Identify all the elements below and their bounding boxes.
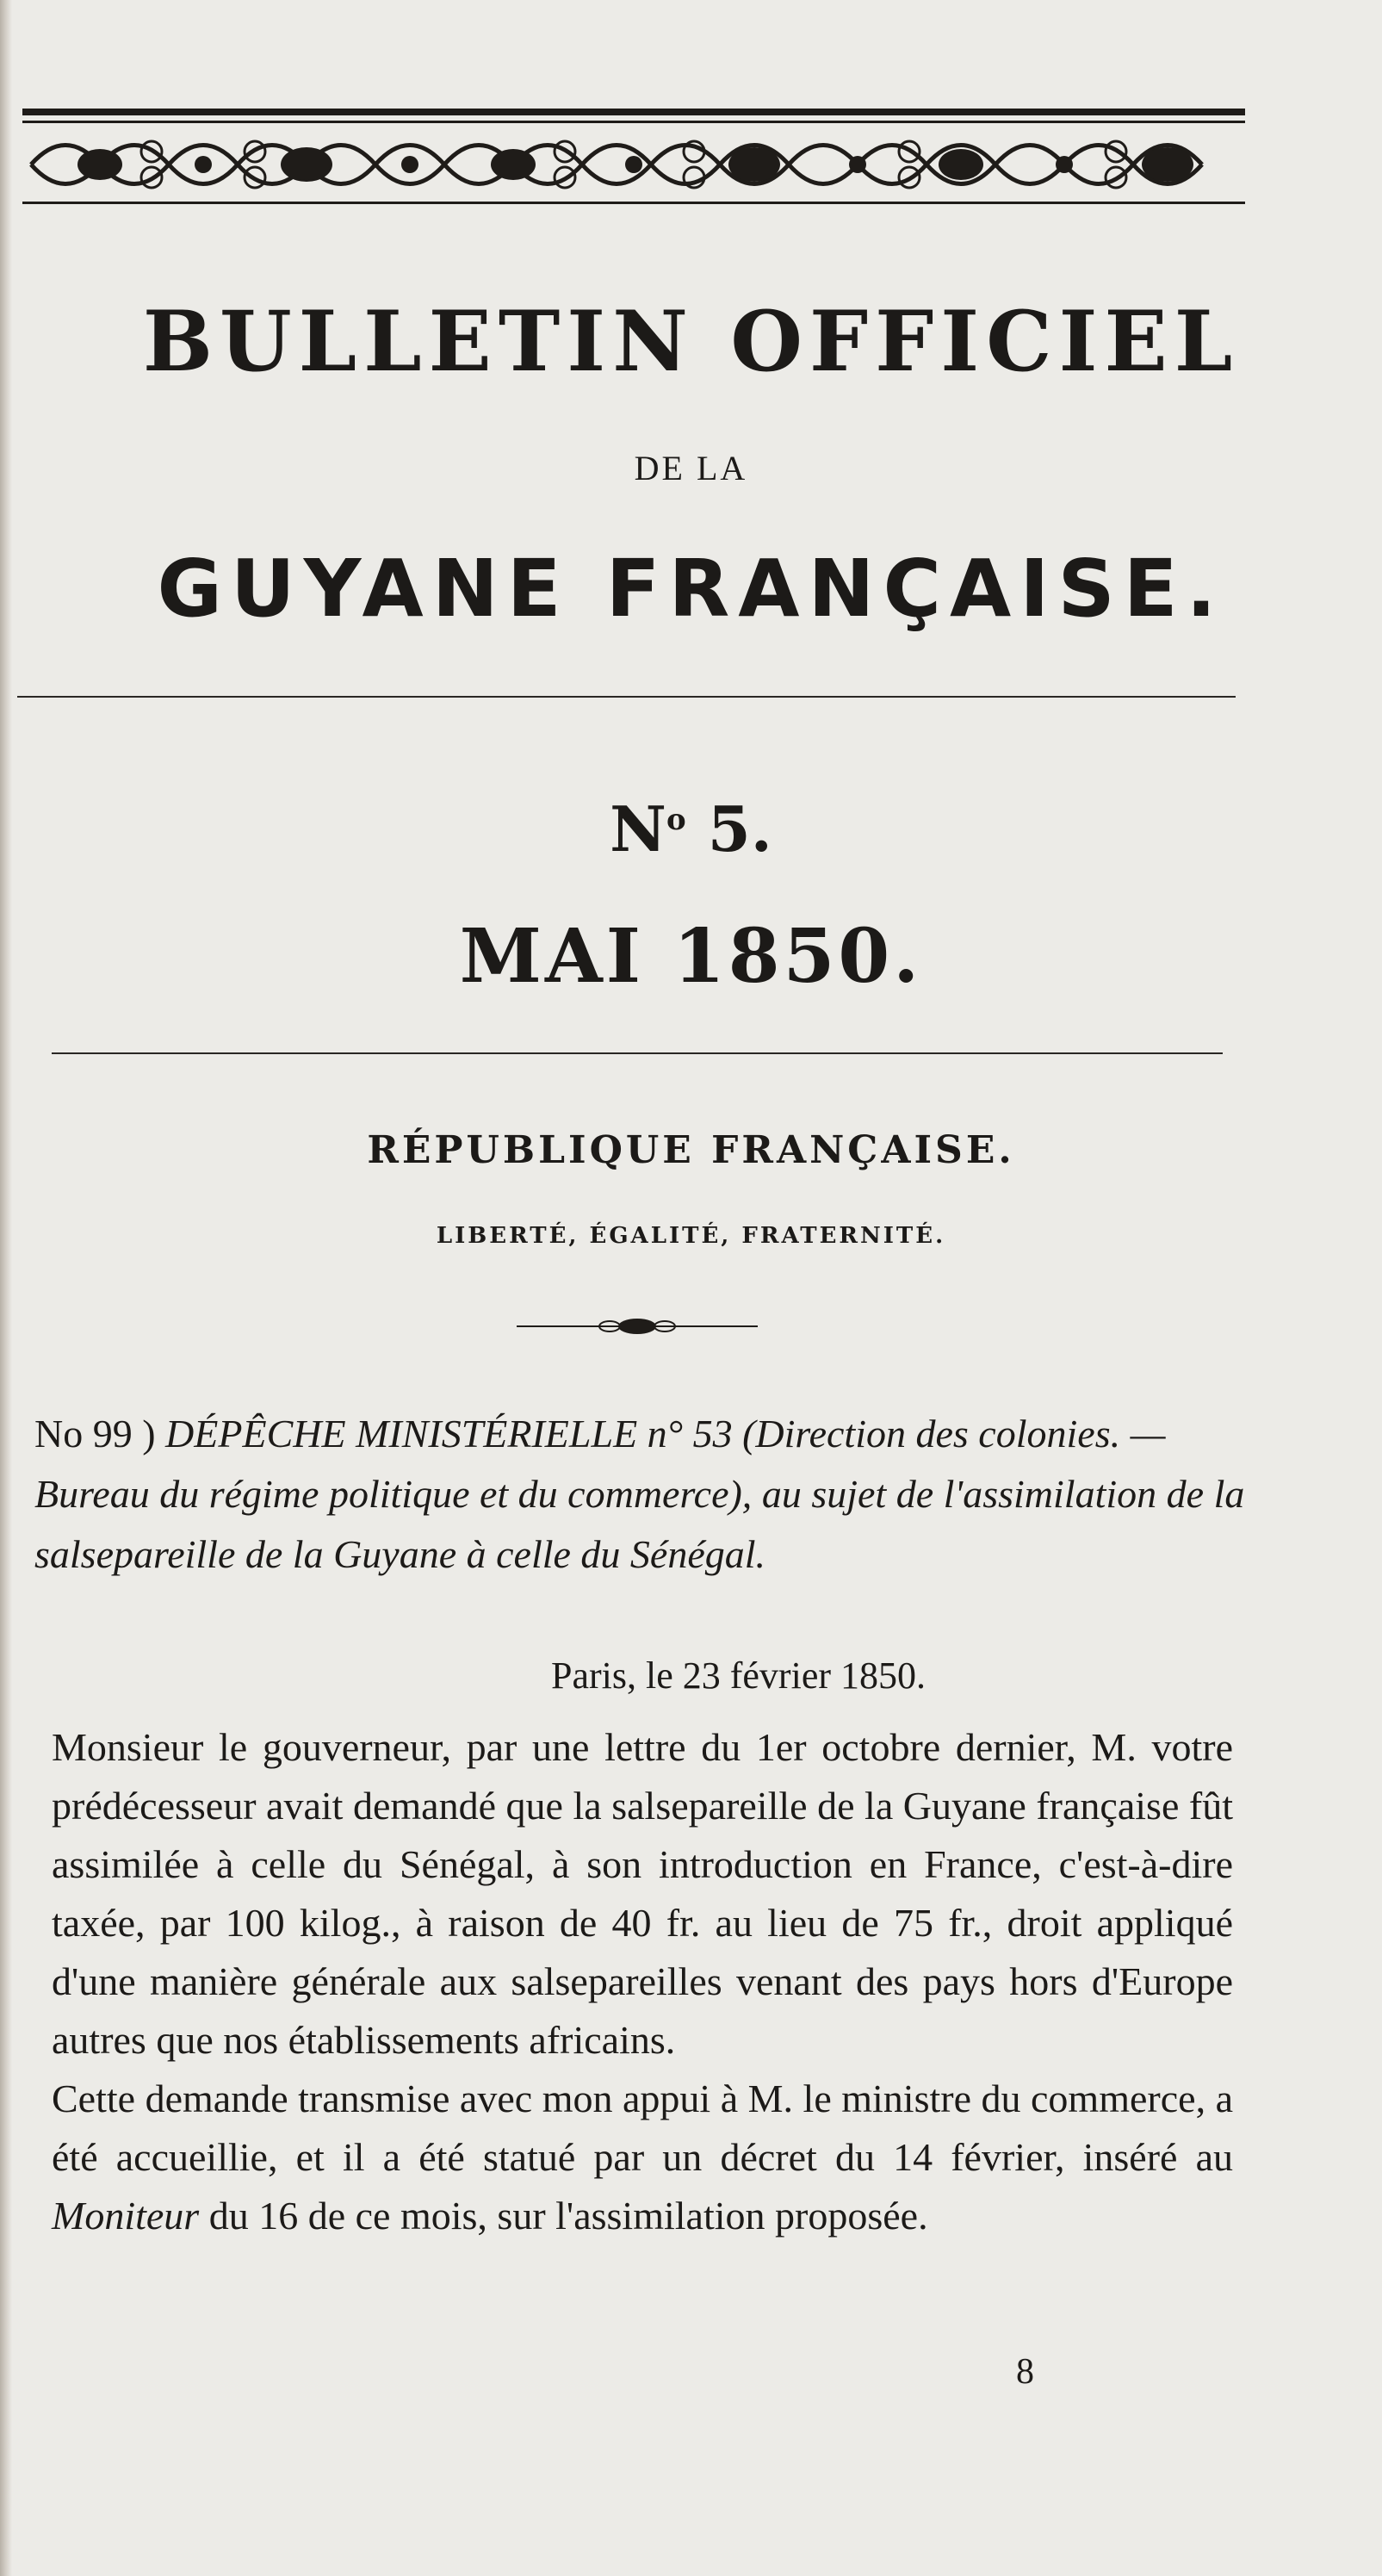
bulletin-title: BULLETIN OFFICIEL: [142, 293, 1240, 390]
issue-number-superscript: o: [666, 803, 686, 837]
dispatch-dateline: Paris, le 23 février 1850.: [551, 1654, 926, 1697]
body-paragraph: Monsieur le gouverneur, par une lettre du 1er octobre dernier, M. votre prédécesseur avait demandé que la salsepareille de la Guyane française fût assimilée à celle du Sénégal, à son introduction en France, c'est-à-dire taxée, par 100 kilog., à raison de 40 fr. au lieu de 75 fr., droit appliqué d'une manière générale aux salsepareilles venant des pays hors d'Europe autres que nos établissements africains.: [52, 1725, 1233, 2062]
issue-divider: [52, 1052, 1223, 1054]
dispatch-title: DÉPÊCHE MINISTÉRIELLE: [165, 1412, 638, 1456]
dispatch-heading: [34, 1404, 1249, 1585]
dispatch-subject: au sujet de l'assimilation de la salsepareille de la Guyane à celle du Sénégal.: [34, 1472, 1245, 1576]
dispatch-number-label: No 99 ): [34, 1412, 156, 1456]
page-number: 8: [1016, 2352, 1034, 2392]
dispatch-ref-number: n° 53: [647, 1412, 733, 1456]
issue-number-prefix: N: [610, 792, 666, 866]
title-divider: [17, 696, 1236, 698]
moniteur-reference: Moniteur: [52, 2194, 200, 2238]
republic-motto: LIBERTÉ, ÉGALITÉ, FRATERNITÉ.: [436, 1223, 946, 1249]
republic-name: RÉPUBLIQUE FRANÇAISE.: [367, 1128, 1015, 1172]
dispatch-body: [52, 1718, 1233, 2245]
paragraph-text: Cette demande transmise avec mon appui à M. le ministre du commerce, a été accueillie, et il a été statué par un décret du 14 février, inséré au: [52, 2076, 1233, 2179]
colony-title: GUYANE FRANÇAISE.: [157, 543, 1225, 635]
issue-number-value: 5.: [707, 792, 772, 866]
section-ornament-icon: [517, 1313, 758, 1339]
issue-number: [0, 792, 1382, 866]
title-connector: DE LA: [634, 449, 748, 487]
paragraph-text: du 16 de ce mois, sur l'assimilation proposée.: [199, 2194, 928, 2238]
ornamental-header-border: [22, 109, 1245, 212]
body-paragraph: [52, 2070, 1233, 2245]
issue-date: MAI 1850.: [459, 913, 923, 1000]
dispatch-direction: (Direction des colonies. — Bureau du régime politique et du commerce),: [34, 1412, 1166, 1516]
